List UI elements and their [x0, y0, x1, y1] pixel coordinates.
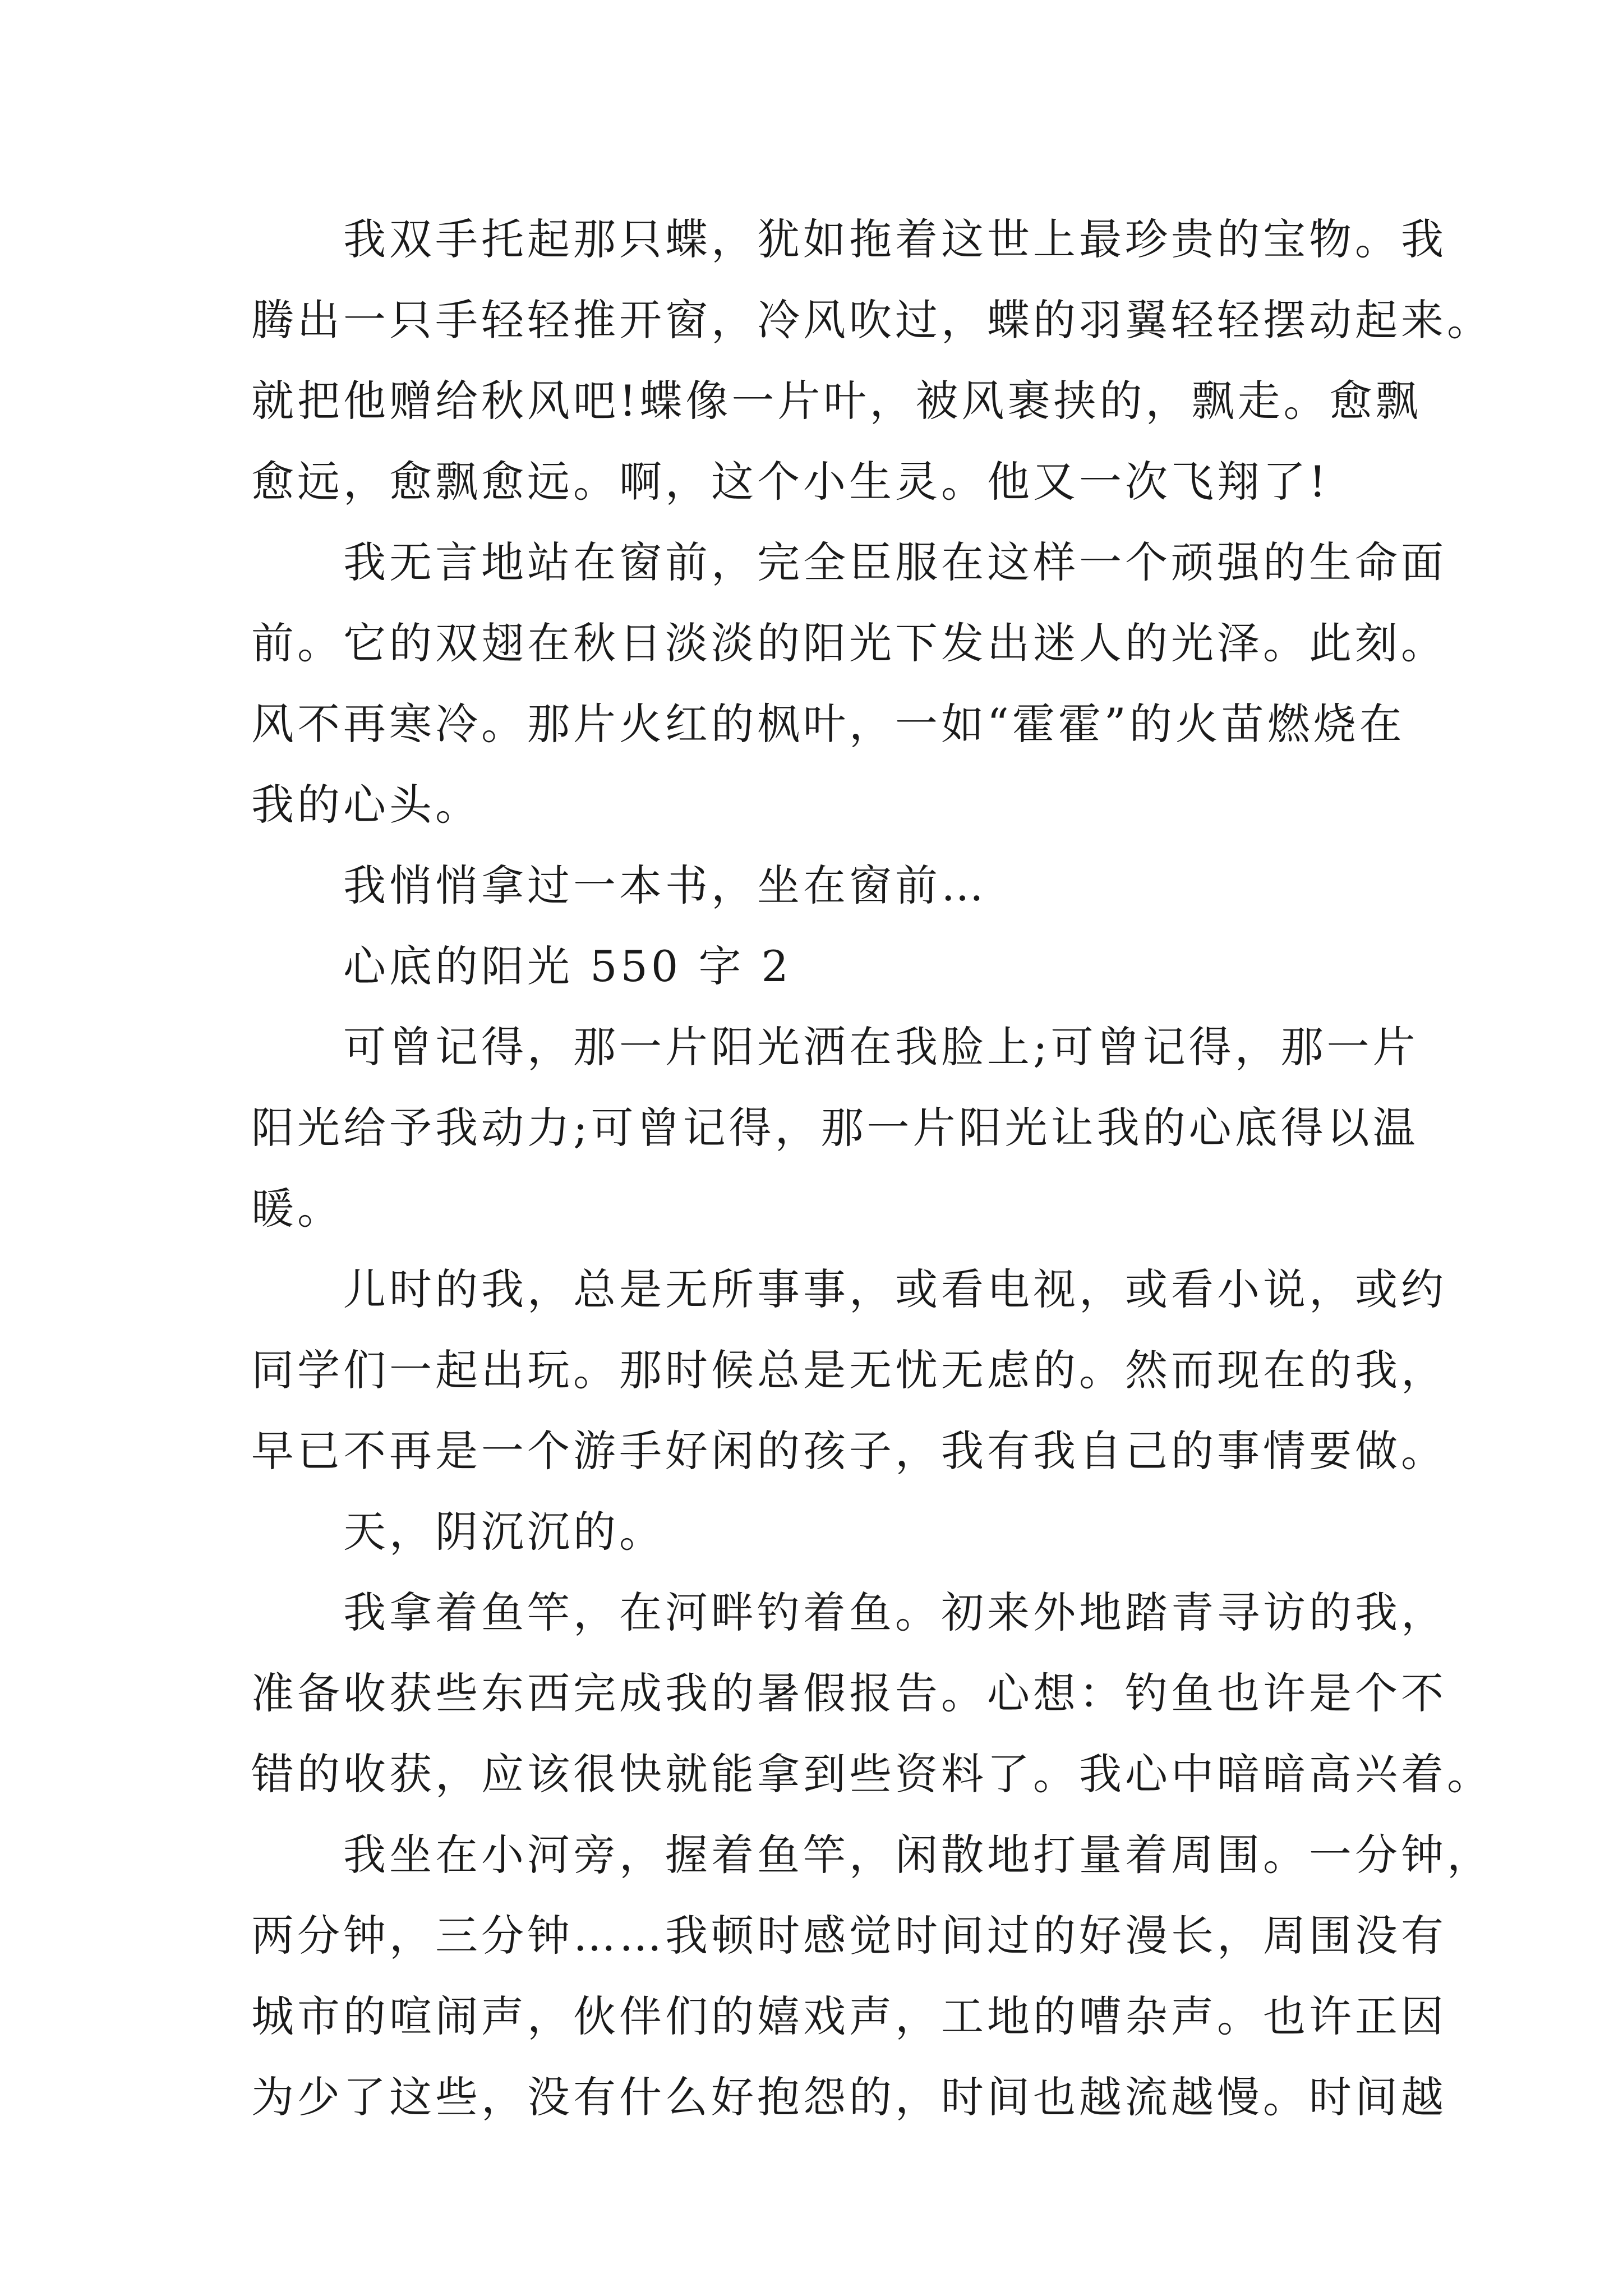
text-line: 错的收获，应该很快就能拿到些资料了。我心中暗暗高兴着。: [251, 1749, 1493, 1799]
paragraph: [251, 199, 1493, 522]
text-line: 准备收获些东西完成我的暑假报告。心想：钓鱼也许是个不: [251, 1668, 1447, 1718]
paragraph: [251, 1815, 1493, 2138]
paragraph: [251, 1572, 1493, 1815]
document-body: [251, 199, 1493, 2138]
section-heading-text: 心底的阳光 550 字 2: [343, 941, 792, 991]
text-line: 城市的喧闹声，伙伴们的嬉戏声，工地的嘈杂声。也许正因: [251, 1991, 1447, 2041]
text-line: 天，阴沉沉的。: [343, 1507, 665, 1557]
paragraph: [251, 1007, 1419, 1249]
text-line: 暖。: [251, 1184, 343, 1234]
text-line: 我无言地站在窗前，完全臣服在这样一个顽强的生命面: [343, 537, 1447, 587]
text-line: 就把他赠给秋风吧!蝶像一片叶，被风裹挟的，飘走。愈飘: [251, 376, 1422, 426]
text-line: 前。它的双翅在秋日淡淡的阳光下发出迷人的光泽。此刻。: [251, 618, 1447, 668]
text-line: 我坐在小河旁，握着鱼竿，闲散地打量着周围。一分钟，: [343, 1830, 1493, 1880]
text-line: 两分钟，三分钟……我顿时感觉时间过的好漫长，周围没有: [251, 1911, 1447, 1961]
text-line: 我悄悄拿过一本书，坐在窗前…: [343, 861, 987, 910]
text-line: 为少了这些，没有什么好抱怨的，时间也越流越慢。时间越: [251, 2072, 1447, 2122]
text-line: 我的心头。: [251, 780, 481, 830]
text-line: 可曾记得，那一片阳光洒在我脸上;可曾记得，那一片: [343, 1022, 1419, 1072]
text-line: 腾出一只手轻轻推开窗，冷风吹过，蝶的羽翼轻轻摆动起来。: [251, 295, 1493, 345]
text-line: 愈远，愈飘愈远。啊，这个小生灵。他又一次飞翔了!: [251, 457, 1330, 507]
text-line: 阳光给予我动力;可曾记得，那一片阳光让我的心底得以温: [251, 1103, 1419, 1153]
text-line: 我双手托起那只蝶，犹如拖着这世上最珍贵的宝物。我: [343, 214, 1447, 264]
text-line: 早已不再是一个游手好闲的孩子，我有我自己的事情要做。: [251, 1426, 1447, 1476]
paragraph: [251, 845, 1384, 926]
paragraph: [251, 522, 1447, 845]
paragraph: [251, 1249, 1447, 1492]
section-heading: [251, 926, 1384, 1007]
text-line: 儿时的我，总是无所事事，或看电视，或看小说，或约: [343, 1264, 1447, 1314]
text-line: 风不再寒冷。那片火红的枫叶，一如“霍霍”的火苗燃烧在: [251, 699, 1405, 749]
text-line: 我拿着鱼竿，在河畔钓着鱼。初来外地踏青寻访的我，: [343, 1588, 1447, 1637]
paragraph: [251, 1492, 1384, 1572]
text-line: 同学们一起出玩。那时候总是无忧无虑的。然而现在的我，: [251, 1345, 1447, 1395]
